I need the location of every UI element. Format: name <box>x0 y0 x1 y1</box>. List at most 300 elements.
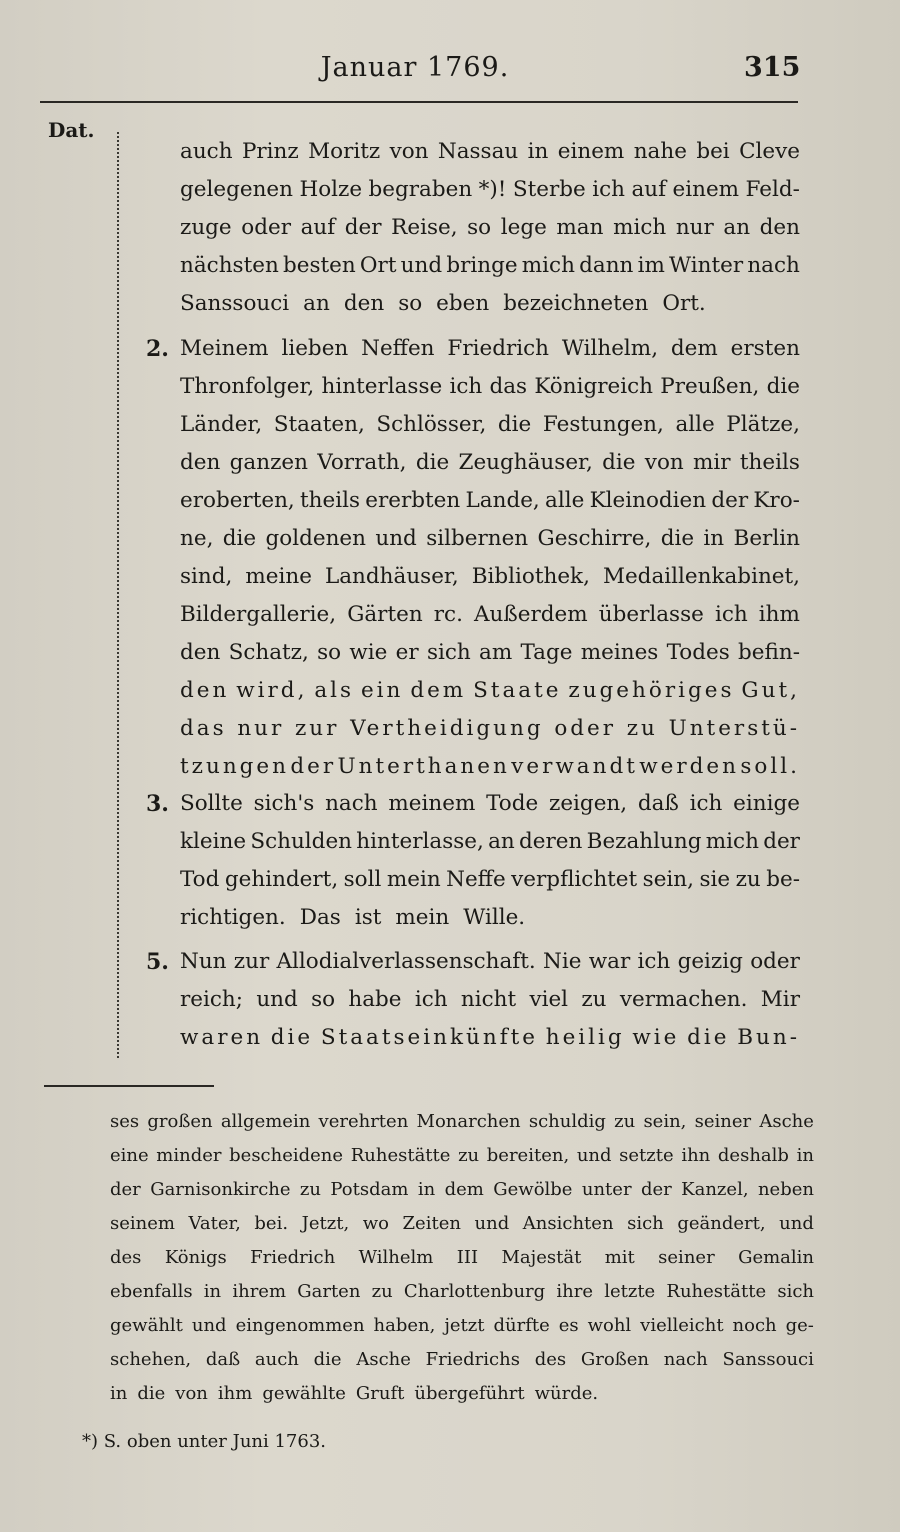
word: nach <box>325 791 378 816</box>
word: verehrten <box>318 1111 409 1132</box>
word: Schatz, <box>228 640 309 665</box>
footnote-line <box>110 1275 814 1309</box>
word: Gärten <box>347 602 423 627</box>
word: in <box>703 526 725 551</box>
word: bereiten, <box>486 1145 570 1166</box>
word: war <box>588 949 631 974</box>
word: und <box>474 1213 510 1234</box>
word: die <box>602 450 636 475</box>
word: waren <box>180 1025 264 1050</box>
word: es <box>558 1315 579 1336</box>
word: Ruhestätte <box>350 1145 451 1166</box>
word: von <box>389 139 429 164</box>
word: die <box>415 450 450 475</box>
word: deshalb <box>717 1145 789 1166</box>
word: den <box>180 450 221 475</box>
word: nächsten <box>180 253 279 278</box>
word: Außerdem <box>474 602 588 627</box>
word: meinem <box>388 791 476 816</box>
word: ich <box>689 791 723 816</box>
word: eroberten, <box>180 488 295 513</box>
word: befin- <box>738 640 800 665</box>
word: den <box>180 640 221 665</box>
body-line <box>180 1018 800 1058</box>
item-number: 3. <box>146 791 169 817</box>
word: mich <box>521 253 575 278</box>
word: Das <box>299 905 341 930</box>
word: meine <box>245 564 312 589</box>
body-line <box>180 709 800 749</box>
word: ererbten <box>365 488 461 513</box>
word: Friedrich <box>447 336 550 361</box>
word: besten <box>283 253 356 278</box>
word: im <box>637 253 665 278</box>
word: Neffe <box>446 867 506 892</box>
word: Friedrich <box>250 1247 336 1268</box>
word: zu <box>735 867 761 892</box>
word: Vater, <box>188 1213 241 1234</box>
word: ihm <box>217 1383 253 1404</box>
word: ihm <box>758 602 800 627</box>
word: die <box>313 1349 342 1370</box>
word: hinterlasse, <box>356 829 484 854</box>
word: seiner <box>694 1111 752 1132</box>
word: meines <box>580 640 659 665</box>
body-line <box>180 671 800 711</box>
word: Sollte <box>180 791 243 816</box>
word: lege <box>500 215 547 240</box>
word: habe <box>348 987 402 1012</box>
word: ihrem <box>232 1281 287 1302</box>
word: das <box>489 374 528 399</box>
word: ein <box>360 678 404 703</box>
word: zu <box>614 1111 636 1132</box>
word: ich <box>714 602 748 627</box>
word: kleine <box>180 829 247 854</box>
word: an <box>303 291 330 316</box>
body-line <box>180 898 800 938</box>
word: mein <box>395 905 450 930</box>
word: den <box>180 678 230 703</box>
word: der <box>711 488 749 513</box>
body-line <box>180 595 800 635</box>
word: Cleve <box>739 139 800 164</box>
word: Feld- <box>745 177 800 202</box>
word: zur <box>233 949 270 974</box>
word: ich <box>637 949 671 974</box>
item-number: 5. <box>146 949 169 975</box>
word: geizig <box>677 949 743 974</box>
word: Tode <box>486 791 539 816</box>
word: Gewölbe <box>493 1179 573 1200</box>
word: unter <box>581 1179 632 1200</box>
word: III <box>456 1247 479 1268</box>
word: Staaten, <box>273 412 365 437</box>
word: Wilhelm <box>358 1247 434 1268</box>
word: setzte <box>619 1145 674 1166</box>
word: die <box>766 374 800 399</box>
word: theils <box>739 450 800 475</box>
footnote-line <box>110 1241 814 1275</box>
word: so <box>398 291 423 316</box>
word: die <box>660 526 695 551</box>
word: bringe <box>446 253 518 278</box>
word: mit <box>604 1247 635 1268</box>
word: Todes <box>666 640 730 665</box>
word: des <box>534 1349 567 1370</box>
word: nur <box>675 215 714 240</box>
word: er <box>395 640 419 665</box>
word: auch <box>180 139 233 164</box>
word: Tod <box>180 867 220 892</box>
word: richtigen. <box>180 905 286 930</box>
body-line <box>180 405 800 445</box>
body-line <box>180 633 800 673</box>
word: dem <box>444 1179 484 1200</box>
word: Sanssouci <box>722 1349 814 1370</box>
word: Winter <box>669 253 744 278</box>
word: Zeiten <box>402 1213 461 1234</box>
footnote-line <box>110 1139 814 1173</box>
word: Ort. <box>662 291 706 316</box>
word: die <box>270 1025 314 1050</box>
word: seinem <box>110 1213 175 1234</box>
word: Festungen, <box>542 412 664 437</box>
word: eine <box>110 1145 149 1166</box>
word: Tage <box>520 640 573 665</box>
word: auf <box>300 215 336 240</box>
word: minder <box>156 1145 222 1166</box>
word: der <box>110 1179 141 1200</box>
word: auch <box>254 1349 299 1370</box>
word: zu <box>458 1145 480 1166</box>
body-line <box>180 284 800 324</box>
body-line <box>180 860 800 900</box>
word: haben, <box>373 1315 436 1336</box>
word: begraben <box>368 177 473 202</box>
word: Kanzel, <box>681 1179 749 1200</box>
word: Garnisonkirche <box>150 1179 291 1200</box>
word: sein, <box>642 867 694 892</box>
word: Gemalin <box>738 1247 814 1268</box>
word: alle <box>675 412 715 437</box>
word: Zeughäuser, <box>458 450 593 475</box>
word: einige <box>733 791 800 816</box>
word: Prinz <box>241 139 299 164</box>
word: Ort <box>359 253 397 278</box>
word: soll <box>343 867 382 892</box>
body-line <box>180 132 800 172</box>
word: schehen, <box>110 1349 192 1370</box>
word: schuldig <box>528 1111 606 1132</box>
word: verpflichtet <box>511 867 638 892</box>
word: Allodialverlassenschaft. <box>276 949 536 974</box>
word: ich <box>414 987 448 1012</box>
word: Bildergallerie, <box>180 602 337 627</box>
word: Charlottenburg <box>403 1281 546 1302</box>
word: und <box>576 1145 612 1166</box>
word: Vertheidigung <box>350 716 544 741</box>
page-number: 315 <box>744 52 801 83</box>
word: Jetzt, <box>301 1213 350 1234</box>
word: der <box>763 829 800 854</box>
word: mich <box>705 829 759 854</box>
word: Unterstü- <box>668 716 800 741</box>
word: nicht <box>460 987 517 1012</box>
word: ich <box>592 177 625 202</box>
word: Wille. <box>463 905 526 930</box>
word: dem <box>410 678 467 703</box>
word: Länder, <box>180 412 263 437</box>
word: zeigen, <box>549 791 628 816</box>
word: Friedrichs <box>425 1349 520 1370</box>
word: wohl <box>587 1315 632 1336</box>
word: Ansichten <box>522 1213 614 1234</box>
word: geändert, <box>677 1213 766 1234</box>
word: bei. <box>254 1213 289 1234</box>
word: eingenommen <box>235 1315 365 1336</box>
word: dem <box>670 336 718 361</box>
word: viel <box>529 987 569 1012</box>
word: und <box>191 1315 227 1336</box>
word: rc. <box>433 602 463 627</box>
word: gewählt <box>110 1315 183 1336</box>
word: zu <box>581 987 607 1012</box>
word: Königreich <box>534 374 653 399</box>
body-line <box>180 367 800 407</box>
word: Gruft <box>355 1383 405 1404</box>
word: eben <box>436 291 490 316</box>
word: des <box>110 1247 142 1268</box>
word: werden <box>639 754 739 779</box>
word: Majestät <box>501 1247 582 1268</box>
word: ganzen <box>229 450 308 475</box>
body-line <box>180 822 800 862</box>
word: Schulden <box>250 829 353 854</box>
word: die <box>137 1383 166 1404</box>
word: übergeführt <box>414 1383 525 1404</box>
word: soll. <box>740 754 800 779</box>
word: überlasse <box>598 602 704 627</box>
word: nur <box>237 716 285 741</box>
body-line <box>180 481 800 521</box>
word: reich; <box>180 987 244 1012</box>
word: sich <box>627 1213 664 1234</box>
word: sie <box>699 867 731 892</box>
word: Nie <box>543 949 582 974</box>
word: auf <box>631 177 667 202</box>
word: Landhäuser, <box>324 564 459 589</box>
word: alle <box>545 488 585 513</box>
item-number: 2. <box>146 336 169 362</box>
word: theils <box>300 488 361 513</box>
word: vielleicht <box>640 1315 724 1336</box>
word: den <box>343 291 385 316</box>
word: letzte <box>604 1281 656 1302</box>
word: und <box>779 1213 814 1234</box>
word: und <box>400 253 443 278</box>
word: zu <box>371 1281 393 1302</box>
word: an <box>723 215 751 240</box>
word: wie <box>632 1025 680 1050</box>
body-line <box>180 443 800 483</box>
word: nach <box>663 1349 708 1370</box>
word: bezeichneten <box>503 291 649 316</box>
word: daß <box>637 791 679 816</box>
word: Königs <box>164 1247 227 1268</box>
word: sich's <box>253 791 315 816</box>
word: würde. <box>534 1383 599 1404</box>
word: die <box>687 1025 730 1050</box>
word: silbernen <box>426 526 529 551</box>
word: dürfte <box>493 1315 550 1336</box>
word: Mir <box>760 987 800 1012</box>
body-line <box>180 784 800 824</box>
word: wird, <box>236 678 308 703</box>
word: Meinem <box>180 336 269 361</box>
footnote-line <box>110 1105 814 1139</box>
word: Schlösser, <box>376 412 487 437</box>
body-line <box>180 246 800 286</box>
word: so <box>317 640 342 665</box>
word: *)! <box>478 177 507 202</box>
header-rule <box>40 101 798 103</box>
word: ne, <box>180 526 214 551</box>
word: vermachen. <box>619 987 748 1012</box>
word: neben <box>757 1179 814 1200</box>
word: tzungen <box>180 754 289 779</box>
body-line <box>180 170 800 210</box>
word: ihn <box>681 1145 711 1166</box>
word: in <box>527 139 549 164</box>
word: am <box>479 640 513 665</box>
word: bescheidene <box>229 1145 344 1166</box>
word: sich <box>426 640 471 665</box>
word: oder <box>554 716 617 741</box>
word: Unterthanen <box>337 754 510 779</box>
word: Geschirre, <box>537 526 652 551</box>
word: noch <box>732 1315 777 1336</box>
word: Neffen <box>361 336 435 361</box>
word: nahe <box>633 139 687 164</box>
word: der <box>290 754 337 779</box>
word: von <box>644 450 684 475</box>
word: Sterbe <box>512 177 586 202</box>
word: wo <box>362 1213 389 1234</box>
word: so <box>311 987 336 1012</box>
word: an <box>488 829 515 854</box>
footnote-line <box>110 1207 814 1241</box>
word: Wilhelm, <box>561 336 659 361</box>
word: Vorrath, <box>317 450 407 475</box>
word: mir <box>693 450 731 475</box>
word: Reise, <box>391 215 458 240</box>
word: Ruhestätte <box>666 1281 767 1302</box>
word: Nassau <box>437 139 519 164</box>
word: Bun- <box>737 1025 800 1050</box>
word: ebenfalls <box>110 1281 193 1302</box>
word: gewählte <box>262 1383 346 1404</box>
word: als <box>314 678 355 703</box>
word: ich <box>449 374 483 399</box>
word: zur <box>294 716 340 741</box>
word: Gut, <box>741 678 800 703</box>
word: oder <box>750 949 800 974</box>
body-line <box>180 980 800 1020</box>
footnote-line <box>110 1309 814 1343</box>
word: hinterlasse <box>321 374 443 399</box>
footnote-line <box>110 1173 814 1207</box>
word: oder <box>241 215 291 240</box>
word: heilig <box>545 1025 625 1050</box>
word: Asche <box>356 1349 411 1370</box>
word: in <box>796 1145 814 1166</box>
word: jetzt <box>444 1315 485 1336</box>
word: goldenen <box>265 526 366 551</box>
word: den <box>759 215 800 240</box>
word: Potsdam <box>330 1179 409 1200</box>
running-head: Januar 1769. <box>320 52 510 83</box>
footnote-line <box>110 1343 814 1377</box>
word: das <box>180 716 227 741</box>
word: die <box>222 526 257 551</box>
word: in <box>110 1383 128 1404</box>
word: sein, <box>643 1111 687 1132</box>
word: ses <box>110 1111 140 1132</box>
word: die <box>497 412 532 437</box>
word: sind, <box>180 564 233 589</box>
body-line <box>180 557 800 597</box>
word: so <box>467 215 492 240</box>
word: seiner <box>658 1247 715 1268</box>
word: nach <box>747 253 800 278</box>
word: von <box>175 1383 208 1404</box>
footnote-rule <box>44 1085 214 1087</box>
word: deren <box>519 829 583 854</box>
word: Monarchen <box>416 1111 521 1132</box>
margin-rule <box>117 132 120 1058</box>
word: Garten <box>297 1281 361 1302</box>
word: ge- <box>785 1315 814 1336</box>
word: Bibliothek, <box>471 564 590 589</box>
word: in <box>203 1281 222 1302</box>
footnote-line <box>110 1377 814 1411</box>
word: ihre <box>556 1281 593 1302</box>
body-line <box>180 942 800 982</box>
margin-label: Dat. <box>48 118 95 142</box>
word: gehindert, <box>224 867 339 892</box>
word: Berlin <box>733 526 800 551</box>
word: Moritz <box>308 139 381 164</box>
asterisk-footnote: *) S. oben unter Juni 1763. <box>82 1431 327 1452</box>
word: einem <box>557 139 625 164</box>
word: Medaillenkabinet, <box>602 564 800 589</box>
word: zu <box>299 1179 321 1200</box>
word: zu <box>626 716 658 741</box>
word: Staate <box>473 678 562 703</box>
word: ersten <box>730 336 800 361</box>
word: Preußen, <box>660 374 760 399</box>
word: Asche <box>759 1111 814 1132</box>
word: in <box>417 1179 436 1200</box>
word: gelegenen <box>180 177 293 202</box>
word: Lande, <box>465 488 540 513</box>
word: mein <box>386 867 441 892</box>
body-line <box>180 208 800 248</box>
word: und <box>256 987 298 1012</box>
word: zugehöriges <box>568 678 735 703</box>
body-line <box>180 747 800 787</box>
